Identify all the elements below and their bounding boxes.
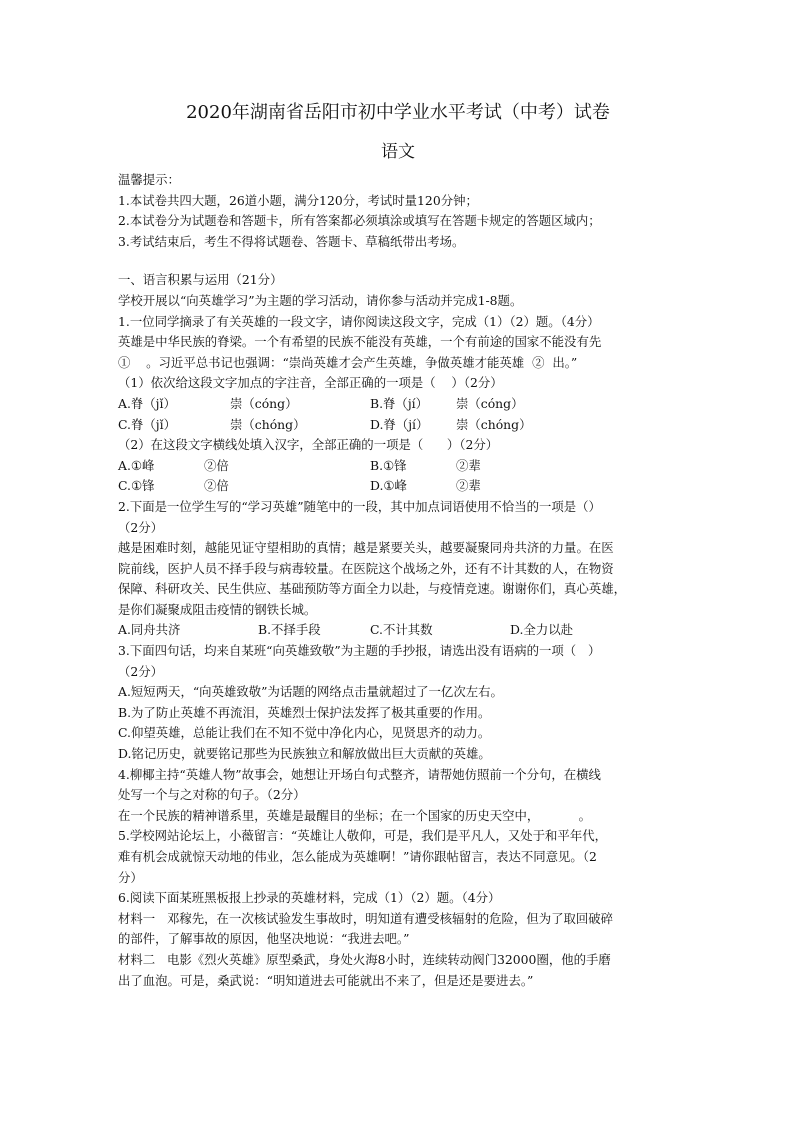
question-4-stem: 处写一个与之对称的句子。（2分） [118, 787, 306, 803]
question-3-stem: （2分） [118, 663, 164, 679]
tips-heading: 温馨提示： [118, 172, 180, 187]
question-3-stem: 3.下面四句话，均来自某班“向英雄致敬”为主题的手抄报，请选出没有语病的一项（ ） [118, 643, 601, 659]
question-1-passage: 英雄是中华民族的脊梁。一个有希望的民族不能没有英雄，一个有前途的国家不能没有先 [118, 334, 602, 350]
question-4-line: 在一个民族的精神谱系里，英雄是最醒目的坐标；在一个国家的历史天空中， 。 [118, 807, 592, 823]
material-2: 材料二 电影《烈火英雄》原型桑武，身处火海8小时，连续转动阀门32000圈，他的手磨 [118, 951, 611, 967]
option-row [118, 620, 678, 641]
section-heading: 一、语言积累与运用（21分） [118, 272, 283, 288]
question-6-stem: 6.阅读下面某班黑板报上抄录的英雄材料，完成（1）（2）题。（4分） [118, 890, 501, 906]
tip-item: 3.考试结束后，考生不得将试题卷、答题卡、草稿纸带出考场。 [118, 233, 465, 249]
option: 崇（cóng） [230, 395, 298, 411]
option-row [118, 394, 678, 415]
option: ②倍 [204, 478, 229, 494]
material-1: 材料一 邓稼先，在一次核试验发生事故时，明知道有遭受核辐射的危险，但为了取回破碎 [118, 910, 614, 926]
exam-page [118, 100, 678, 991]
option: B.不择手段 [258, 622, 321, 638]
question-5-text: 分） [118, 869, 143, 885]
option: D.脊（jí） [370, 416, 429, 432]
option: 崇（chóng） [456, 416, 532, 432]
question-2-stem: 2.下面是一位学生写的“学习英雄”随笔中的一段，其中加点词语使用不恰当的一项是（） [118, 498, 601, 514]
option: A.①峰 [118, 457, 155, 473]
option: D.全力以赴 [510, 622, 573, 638]
question-2-stem: （2分） [118, 519, 164, 535]
option: D.铭记历史，就要铭记那些为民族独立和解放做出巨大贡献的英雄。 [118, 746, 491, 762]
option: C.仰望英雄，总能让我们在不知不觉中净化内心，见贤思齐的动力。 [118, 725, 491, 741]
option: D.①峰 [370, 478, 407, 494]
option: A.同舟共济 [118, 622, 181, 638]
option: A.脊（jǐ） [118, 395, 176, 411]
subject-title: 语文 [381, 142, 415, 162]
question-2-passage: 保障、科研攻关、民生供应、基础预防等方面全力以赴，与疫情竞速。谢谢你们，真心英雄， [118, 581, 627, 597]
tip-item: 1.本试卷共四大题，26道小题，满分120分，考试时量120分钟； [118, 192, 478, 208]
option: 崇（cóng） [456, 395, 524, 411]
option: C.脊（jǐ） [118, 416, 176, 432]
question-2-passage: 越是困难时刻，越能见证守望相助的真情；越是紧要关头，越要凝聚同舟共济的力量。在医 [118, 540, 614, 556]
option: B.脊（jí） [370, 395, 429, 411]
question-1-sub1: （1）依次给这段文字加点的字注音，全部正确的一项是（ ）（2分） [118, 375, 503, 391]
material-2: 出了血泡。可是，桑武说：“明知道进去可能就出不来了，但是还是要进去。” [118, 972, 534, 988]
option: B.①锋 [370, 457, 407, 473]
option: ②辈 [456, 478, 481, 494]
material-1: 的部件，了解事故的原因，他坚决地说：“我进去吧。” [118, 931, 410, 947]
option-row [118, 415, 678, 436]
option: 崇（chóng） [230, 416, 306, 432]
question-4-stem: 4.柳椰主持“英雄人物”故事会，她想让开场白句式整齐，请帮她仿照前一个分句，在横线 [118, 766, 601, 782]
option-row [118, 456, 678, 477]
question-1-passage: ① 。习近平总书记也强调：“崇尚英雄才会产生英雄，争做英雄才能英雄 ② 出。” [118, 354, 578, 370]
exam-title: 2020年湖南省岳阳市初中学业水平考试（中考）试卷 [186, 102, 610, 123]
option: C.①锋 [118, 478, 155, 494]
question-2-passage: 是你们凝聚成阻击疫情的钢铁长城。 [118, 601, 317, 617]
option: A.短短两天，“向英雄致敬”为话题的网络点击量就超过了一亿次左右。 [118, 684, 503, 700]
question-2-passage: 院前线，医护人员不择手段与病毒较量。在医院这个战场之外，还有不计其数的人，在物资 [118, 560, 614, 576]
question-5-text: 难有机会成就惊天动地的伟业，怎么能成为英雄啊！”请你跟帖留言，表达不同意见。（2 [118, 849, 597, 864]
option-row [118, 476, 678, 497]
question-5-text: 5.学校网站论坛上，小薇留言：“英雄让人敬仰，可是，我们是平凡人，又处于和平年代， [118, 828, 607, 844]
option: C.不计其数 [370, 622, 433, 638]
option: ②辈 [456, 457, 481, 473]
option: B.为了防止英雄不再流泪，英雄烈士保护法发挥了极其重要的作用。 [118, 704, 491, 720]
question-1-sub2: （2）在这段文字横线处填入汉字，全部正确的一项是（ ）（2分） [118, 437, 499, 453]
section-intro: 学校开展以“向英雄学习”为主题的学习活动，请你参与活动并完成1-8题。 [118, 292, 523, 308]
tip-item: 2.本试卷分为试题卷和答题卡，所有答案都必须填涂或填写在答题卡规定的答题区域内； [118, 213, 601, 229]
question-1-stem: 1.一位同学摘录了有关英雄的一段文字，请你阅读这段文字，完成（1）（2）题。（4分） [118, 313, 600, 329]
option: ②倍 [204, 457, 229, 473]
